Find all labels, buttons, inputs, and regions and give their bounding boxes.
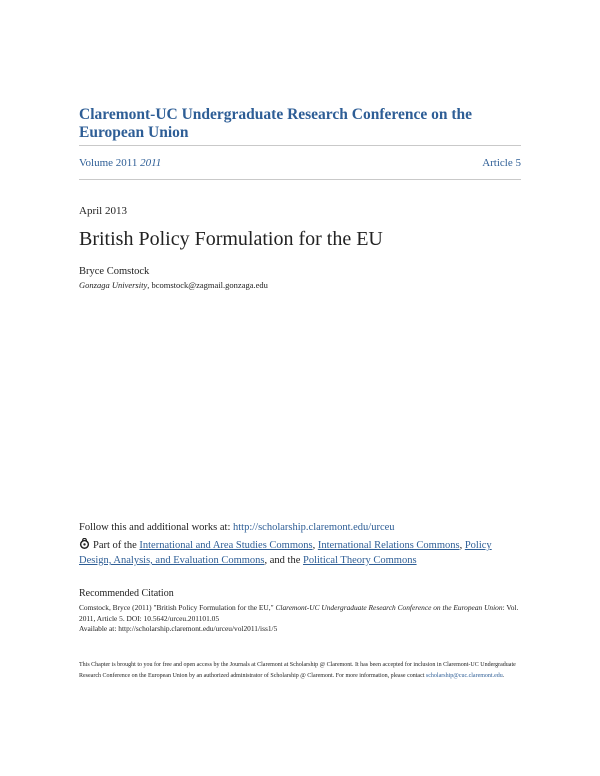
recommended-citation-heading: Recommended Citation (79, 588, 174, 599)
divider-middle (79, 179, 521, 180)
divider-top (79, 145, 521, 146)
follow-line (79, 522, 395, 533)
volume-link[interactable] (79, 157, 161, 169)
citation-text (79, 603, 524, 635)
footer-text: This Chapter is brought to you for free and open access by the Journals at Claremont at Scholarship @ Claremont. It has been accepted for inclusion in Claremont-UC Undergraduate Research Conference on the European Union by an authorized administrator of Scholarship @ Claremont. For more information, please contact (79, 662, 516, 679)
citation-details: : Vol. 2011, Article 5. DOI: 10.5642/urceu.201101.05 (79, 603, 519, 623)
commons-link-international-area-studies[interactable]: International and Area Studies Commons (139, 540, 313, 551)
separator: , (312, 540, 318, 551)
volume-label: Volume 2011 (79, 157, 138, 169)
commons-link-political-theory[interactable]: Political Theory Commons (303, 555, 417, 566)
author-name: Bryce Comstock (79, 266, 150, 277)
footer-note (79, 660, 524, 681)
paper-title: British Policy Formulation for the EU (79, 228, 383, 250)
citation-lead: Comstock, Bryce (2011) "British Policy Formulation for the EU," (79, 603, 276, 612)
follow-url-link[interactable]: http://scholarship.claremont.edu/urceu (233, 522, 395, 533)
contact-email-link[interactable]: scholarship@cuc.claremont.edu (425, 672, 503, 679)
part-of-line (79, 538, 524, 568)
separator: , (459, 540, 465, 551)
citation-available: Available at: http://scholarship.claremont.edu/urceu/vol2011/iss1/5 (79, 624, 278, 633)
open-access-icon (79, 538, 90, 549)
commons-link-international-relations[interactable]: International Relations Commons (317, 540, 460, 551)
footer-end: . (502, 672, 505, 679)
publication-date: April 2013 (79, 205, 127, 217)
citation-journal: Claremont-UC Undergraduate Research Conference on the European Union (275, 603, 503, 612)
part-of-prefix: Part of the (93, 540, 140, 551)
article-number[interactable]: Article 5 (482, 157, 521, 169)
follow-prefix: Follow this and additional works at: (79, 522, 233, 533)
author-email: , bcomstock@zagmail.gonzaga.edu (147, 280, 268, 290)
commons-link-policy-design[interactable]: Policy Design, Analysis, and Evaluation Commons (79, 540, 492, 566)
separator: , and the (264, 555, 303, 566)
affiliation-name: Gonzaga University (79, 280, 148, 290)
volume-issue: 2011 (140, 157, 162, 169)
journal-title[interactable]: Claremont-UC Undergraduate Research Conference on the European Union (79, 106, 473, 141)
author-affiliation (79, 280, 268, 290)
